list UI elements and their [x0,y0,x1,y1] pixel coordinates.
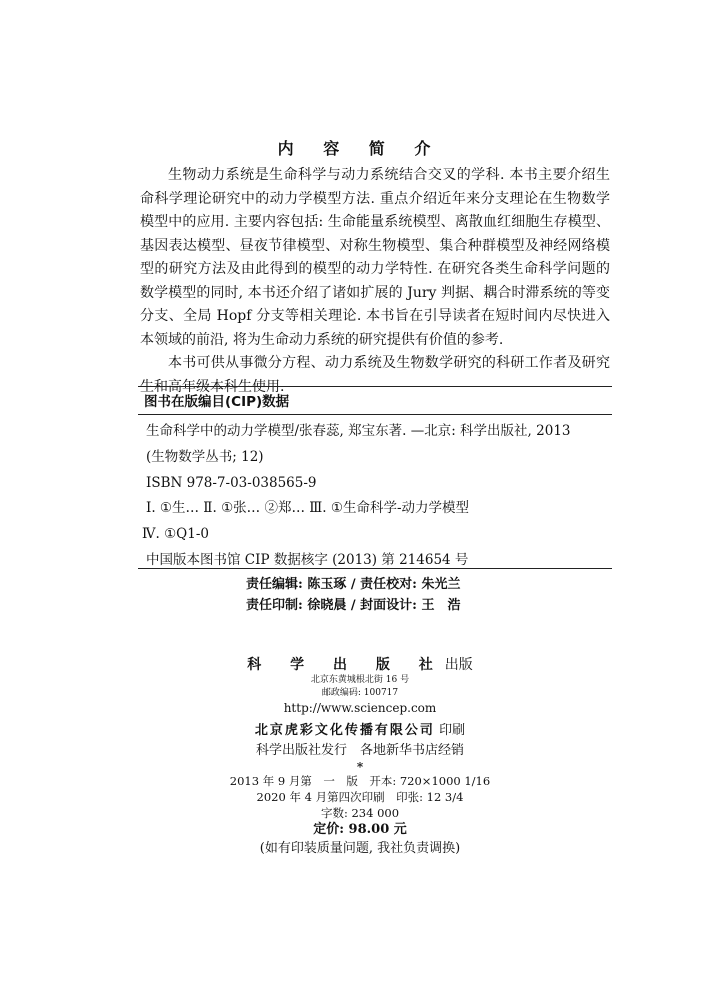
cip-heading: 图书在版编目(CIP)数据 [138,386,612,415]
cip-line: ISBN 978-7-03-038565-9 [146,474,317,491]
quality-notice: (如有印装质量问题, 我社负责调换) [259,841,461,856]
cip-line: (生物数学丛书; 12) [146,448,264,465]
printer-name: 北京虎彩文化传播有限公司 [254,723,435,738]
staff-credits [138,568,612,616]
distribution-line: 科学出版社发行 各地新华书店经销 [255,743,464,758]
staff-line: 责任印制: 徐晓晨 / 封面设计: 王 浩 [246,597,461,613]
cip-line: Ⅳ. ①Q1-0 [142,526,209,543]
publisher-name-suffix: 出版 [444,657,473,673]
separator-star: * [356,760,364,774]
abstract-paragraph: 生物动力系统是生命科学与动力系统结合交叉的学科. 本书主要介绍生命科学理论研究中的动力学模型方法. 重点介绍近年来分支理论在生物数学模型中的应用. 主要内容包括: 生命能量系统模型、离散血红细胞生存模型、基因表达模型、昼夜节律模型、对称生物模型、集合种群模型及神经网络模型的研究方法及由此得到的模型的动力学特性. 在研究各类生命科学问题的数学模型的同时, 本书还介绍了诸如扩展的 Jury 判据、耦合时滞系统的等变分支、全局 Hopf 分支等相关理论. 本书旨在引导读者在短时间内尽快进入本领域的前沿, 将为生命动力系统的研究提供有价值的参考. [140,167,610,348]
publisher-url: http://www.sciencep.com [283,701,437,715]
publisher-address: 北京东黄城根北街 16 号 [310,675,410,685]
cip-data-block [138,386,612,574]
publisher-postcode: 邮政编码: 100717 [321,688,399,698]
page-title: 内 容 简 介 [277,139,443,158]
abstract [140,164,610,399]
cip-line: Ⅰ. ①生… Ⅱ. ①张… ②郑… Ⅲ. ①生命科学-动力学模型 [146,500,470,517]
printing-line: 2020 年 4 月第四次印刷 印张: 12 3/4 [256,790,464,804]
cip-line: 生命科学中的动力学模型/张春蕊, 郑宝东著. —北京: 科学出版社, 2013 [146,423,571,439]
publisher-block [0,654,720,859]
staff-line: 责任编辑: 陈玉琢 / 责任校对: 朱光兰 [246,577,461,592]
word-count: 字数: 234 000 [320,806,400,820]
publisher-name-line [0,654,720,674]
edition-line: 2013 年 9 月第 一 版 开本: 720×1000 1/16 [229,774,491,788]
publisher-name: 科 学 出 版 社 [247,657,445,673]
cip-line: 中国版本图书馆 CIP 数据核字 (2013) 第 214654 号 [146,551,469,568]
printer-suffix: 印刷 [434,723,466,738]
price: 定价: 98.00 元 [313,822,407,837]
printer-line [0,721,720,741]
abstract-paragraph: 本书可供从事微分方程、动力系统及生物数学研究的科研工作者及研究生和高年级本科生使用. [140,355,610,395]
cip-lines [138,415,612,574]
